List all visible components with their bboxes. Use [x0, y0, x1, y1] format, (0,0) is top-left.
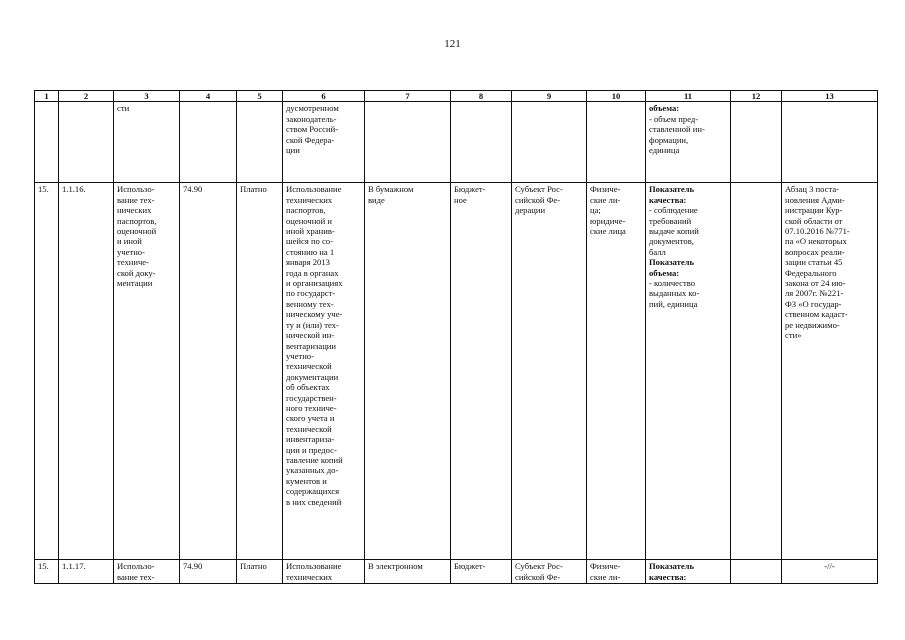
cell-indicators: Показатель качества: - соблюдение требований выдаче копий документов, балл Показатель объема: - количество выданных ко- пий, единица — [646, 183, 731, 560]
cell-payment — [237, 102, 283, 183]
cell-form — [365, 102, 451, 183]
cell-name: Использо- вание тех- — [114, 560, 180, 584]
cell-indicators: Показатель качества: — [646, 560, 731, 584]
cell-name: Использо- вание тех- нических паспортов, оценочной и иной учетно- техниче- ской доку- ментации — [114, 183, 180, 560]
cell-form: В электронном — [365, 560, 451, 584]
cell-indicators: объема: - объем пред- ставленной ин- формации, единица — [646, 102, 731, 183]
cell-empty — [731, 560, 782, 584]
cell-consumers: Физиче- ские ли- — [587, 560, 646, 584]
cell-legal-basis — [782, 102, 878, 183]
cell-content: Использование технических — [283, 560, 365, 584]
cell-payment: Платно — [237, 560, 283, 584]
cell-num — [35, 102, 59, 183]
column-number-row — [35, 91, 878, 102]
column-number: 9 — [512, 91, 587, 102]
cell-form: В бумажном виде — [365, 183, 451, 560]
cell-code: 1.1.17. — [59, 560, 114, 584]
cell-institution-type — [451, 102, 512, 183]
table-row — [35, 183, 878, 560]
cell-institution-type: Бюджет- — [451, 560, 512, 584]
cell-code: 1.1.16. — [59, 183, 114, 560]
cell-legal-basis: Абзац 3 поста- новления Адми- нистрации Кур- ской области от 07.10.2016 №771- па «О некоторых вопросах реали- зации статьи 45 Федерального закона от 24 ию- ля 2007г. №221- ФЗ «О государ- ственном кадаст- ре недвижимо- сти» — [782, 183, 878, 560]
column-number: 3 — [114, 91, 180, 102]
cell-founder: Субъект Рос- сийской Фе- дерации — [512, 183, 587, 560]
cell-consumers: Физиче- ские ли- ца; юридиче- ские лица — [587, 183, 646, 560]
cell-legal-basis: -//- — [782, 560, 878, 584]
cell-num: 15. — [35, 560, 59, 584]
cell-founder — [512, 102, 587, 183]
cell-code — [59, 102, 114, 183]
cell-content: Использование технических паспортов, оценочной и иной хранив- шейся по со- стоянию на 1 января 2013 года в органах и организациях по государст- венному тех- ническому уче- ту и (или) тех- нической ин- вентаризации учетно- технической документации об объектах государствен- ного техниче- ского учета и технической инвентариза- ции и предос- тавление копий указанных до- кументов и содержащихся в них сведений — [283, 183, 365, 560]
column-number: 11 — [646, 91, 731, 102]
column-number: 7 — [365, 91, 451, 102]
cell-content: дусмотренном законодатель- ством Россий- ской Федера- ции — [283, 102, 365, 183]
table-row — [35, 560, 878, 584]
column-number: 1 — [35, 91, 59, 102]
column-number: 8 — [451, 91, 512, 102]
cell-okved: 74.90 — [180, 183, 237, 560]
services-register-table — [34, 90, 878, 584]
column-number: 2 — [59, 91, 114, 102]
column-number: 5 — [237, 91, 283, 102]
cell-consumers — [587, 102, 646, 183]
cell-okved: 74.90 — [180, 560, 237, 584]
column-number: 10 — [587, 91, 646, 102]
cell-institution-type: Бюджет- ное — [451, 183, 512, 560]
column-number: 13 — [782, 91, 878, 102]
cell-founder: Субъект Рос- сийской Фе- — [512, 560, 587, 584]
cell-empty — [731, 183, 782, 560]
cell-name: сти — [114, 102, 180, 183]
column-number: 6 — [283, 91, 365, 102]
cell-empty — [731, 102, 782, 183]
cell-okved — [180, 102, 237, 183]
column-number: 4 — [180, 91, 237, 102]
page-number: 121 — [444, 38, 461, 50]
cell-num: 15. — [35, 183, 59, 560]
table-row-continued — [35, 102, 878, 183]
cell-payment: Платно — [237, 183, 283, 560]
column-number: 12 — [731, 91, 782, 102]
